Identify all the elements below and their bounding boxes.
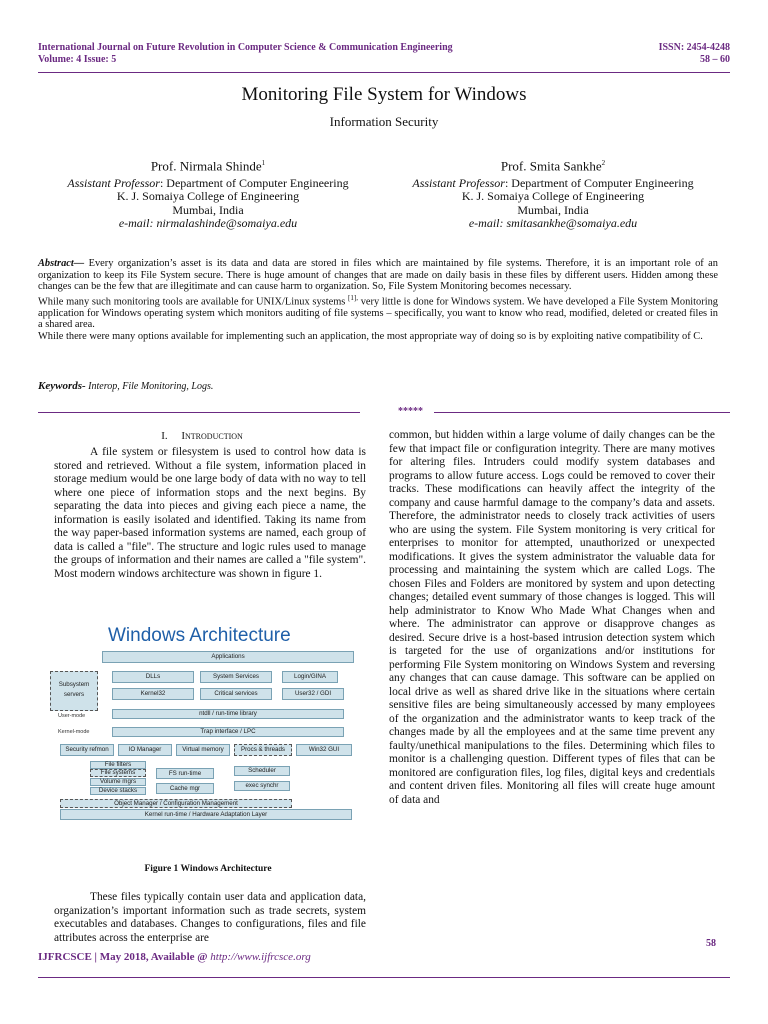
fig-applications: Applications: [102, 651, 354, 663]
fig-kernel-mode: Kernel-mode: [58, 729, 90, 735]
page-number: 58: [706, 938, 716, 949]
author-1: [38, 157, 378, 231]
fig-subsystem: Subsystem servers: [50, 671, 98, 711]
windows-architecture-figure: [50, 625, 362, 850]
fig-procs: Procs & threads: [234, 744, 292, 756]
page-range: 58 – 60: [700, 54, 730, 65]
footer-rule: [38, 977, 730, 978]
abstract-p1: Abstract— Every organization’s asset is its data and data are stored in files which are maintained by file systems. Therefore, it is an important role of an organization to keep its File System secure. There is huge amount of changes that are made on daily basis in these files by different users. Hidden among these changes can be the few that are illegitimate and can cause harm to organization. So, File System Monitoring becomes necessary.: [38, 258, 718, 293]
abstract-p2: While many such monitoring tools are available for UNIX/Linux systems $^{[1],}$ very little is done for Windows system. We have developed a File System Monitoring application for Windows operating system which monitors auditing of file systems – specifically, you want to know who read, modified, deleted or created files in a shared area.: [38, 293, 718, 331]
fig-file-systems: File systems: [90, 769, 146, 777]
figure-title: Windows Architecture: [108, 625, 291, 646]
author-college: K. J. Somaiya College of Engineering: [461, 189, 645, 204]
fig-trap: Trap interface / LPC: [112, 727, 344, 737]
fig-win32: Win32 GUI: [296, 744, 352, 756]
author-name: Prof. Nirmala Shinde$^1$: [150, 158, 266, 174]
issn-block: [659, 42, 730, 66]
fig-fs-runtime: FS run-time: [156, 768, 214, 779]
fig-volume: Volume mgrs: [90, 778, 146, 786]
fig-cache: Cache mgr: [156, 783, 214, 794]
fig-io: IO Manager: [118, 744, 172, 756]
header-rule: [38, 72, 730, 73]
author-role: Assistant Professor: Department of Computer Engineering: [67, 175, 349, 190]
separator-stars: *****: [398, 406, 423, 417]
paper-title: Monitoring File System for Windows: [241, 84, 527, 105]
journal-header: [38, 42, 453, 66]
intro-paragraph-1: A file system or filesystem is used to control how data is stored and retrieved. Without a file system, information placed in storage medium would be one large body of data with no way to tell where one piece of information stops and the next begins. By separating the data into pieces and giving each piece a name, the information is easily isolated and identified. Taking its name from the way paper-based information systems are named, each group of data is called a "file". The structure and logic rules used to manage the groups of information and their names are called a "file system". Most modern windows architecture was shown in figure 1.: [54, 446, 366, 580]
fig-exec: exec synchr: [234, 781, 290, 791]
fig-system-services: System Services: [200, 671, 272, 683]
fig-file-filters: File filters: [90, 761, 146, 769]
author-city: Mumbai, India: [172, 202, 244, 217]
fig-kernel32: Kernel32: [112, 688, 194, 700]
journal-volume: Volume: 4 Issue: 5: [38, 54, 117, 65]
fig-device: Device stacks: [90, 787, 146, 795]
journal-url-link[interactable]: http://www.ijfrcsce.org: [210, 951, 311, 963]
author-email: e-mail: smitasankhe@somaiya.edu: [468, 216, 638, 231]
paper-subtitle: Information Security: [329, 114, 439, 129]
author-2: [383, 157, 723, 231]
keywords: Keywords- Interop, File Monitoring, Logs.: [38, 380, 214, 392]
fig-scheduler: Scheduler: [234, 766, 290, 776]
intro-paragraph-2: These files typically contain user data and application data, organization’s important information such as trade secrets, system executables and databases. Changes to configurations, files and file attributes across the enterprise are: [54, 891, 366, 944]
author-email: e-mail: nirmalashinde@somaiya.edu: [118, 216, 298, 231]
fig-dlls: DLLs: [112, 671, 194, 683]
fig-critical: Critical services: [200, 688, 272, 700]
author-city: Mumbai, India: [517, 202, 589, 217]
separator-line-left: [38, 412, 360, 413]
fig-user32: User32 / GDI: [282, 688, 344, 700]
separator-line-right: [434, 412, 730, 413]
figure-caption: Figure 1 Windows Architecture: [144, 864, 272, 874]
issn: ISSN: 2454-4248: [658, 42, 730, 53]
fig-user-mode: User-mode: [58, 713, 86, 719]
fig-login: Login/GINA: [282, 671, 338, 683]
author-college: K. J. Somaiya College of Engineering: [116, 189, 300, 204]
journal-name: International Journal on Future Revolution in Computer Science & Communication Engineering: [38, 42, 453, 53]
fig-ntdll: ntdll / run-time library: [112, 709, 344, 719]
author-name: Prof. Smita Sankhe$^2$: [500, 158, 606, 174]
section-heading: I. Introduction: [161, 430, 243, 442]
right-column-text: common, but hidden within a large volume of daily changes can be the few that impact file or configuration integrity. There are many motives for altering files. Intruders could modify system databases and programs to allow future access. Logs could be removed to cover their tracks. These modifications can heavily affect the integrity of the company and cause harmful damage to the company’s data and assets. Therefore, the administrator needs to closely track activities of users who are using the system. File System monitoring is very critical for enterprises to monitor for attempted, unauthorized or unexpected modifications. It gives the system administrator the valuable data for processing and maintaining the system which are called Logs. The chosen Files and Folders are monitored by system and upon detecting changes; detailed event summary of those changes is logged. This will help administrator to Know Who Made What Changes when and where. The administrator can approve or disapprove changes as desired. Secure drive is a host-based intrusion detection system which is targeted for the use of organizations and/or institutions for performing File System monitoring on Windows System and reversing any changes that can cause damage. This software can be applied on local drive as well as shared drive like in the situations where certain sensitive files are being simultaneously accessed by many employees of the organization and the administrator wants to keep track of the changes made by all the employees and at the same time prevent any faulty/unethical manipulations to the files. Determining which files to monitor is a challenging question. Different types of files that can be monitored are configuration files, log files, digital keys and credentials and content driven files. Monitoring all files will create huge amount of data and: [389, 429, 715, 806]
fig-security: Security refmon: [60, 744, 114, 756]
separator: [38, 406, 730, 418]
fig-object-mgr: Object Manager / Configuration Management: [60, 799, 292, 808]
abstract-p3: While there were many options available for implementing such an application, the most appropriate way of doing so is by exploiting native compatibility of C.: [38, 331, 703, 343]
fig-virtual: Virtual memory: [176, 744, 230, 756]
footer-citation: IJFRCSCE | May 2018, Available @ http://www.ijfrcsce.org: [38, 951, 311, 963]
fig-kernel-runtime: Kernel run-time / Hardware Adaptation Layer: [60, 809, 352, 820]
author-role: Assistant Professor: Department of Computer Engineering: [412, 175, 694, 190]
abstract: [38, 258, 718, 343]
